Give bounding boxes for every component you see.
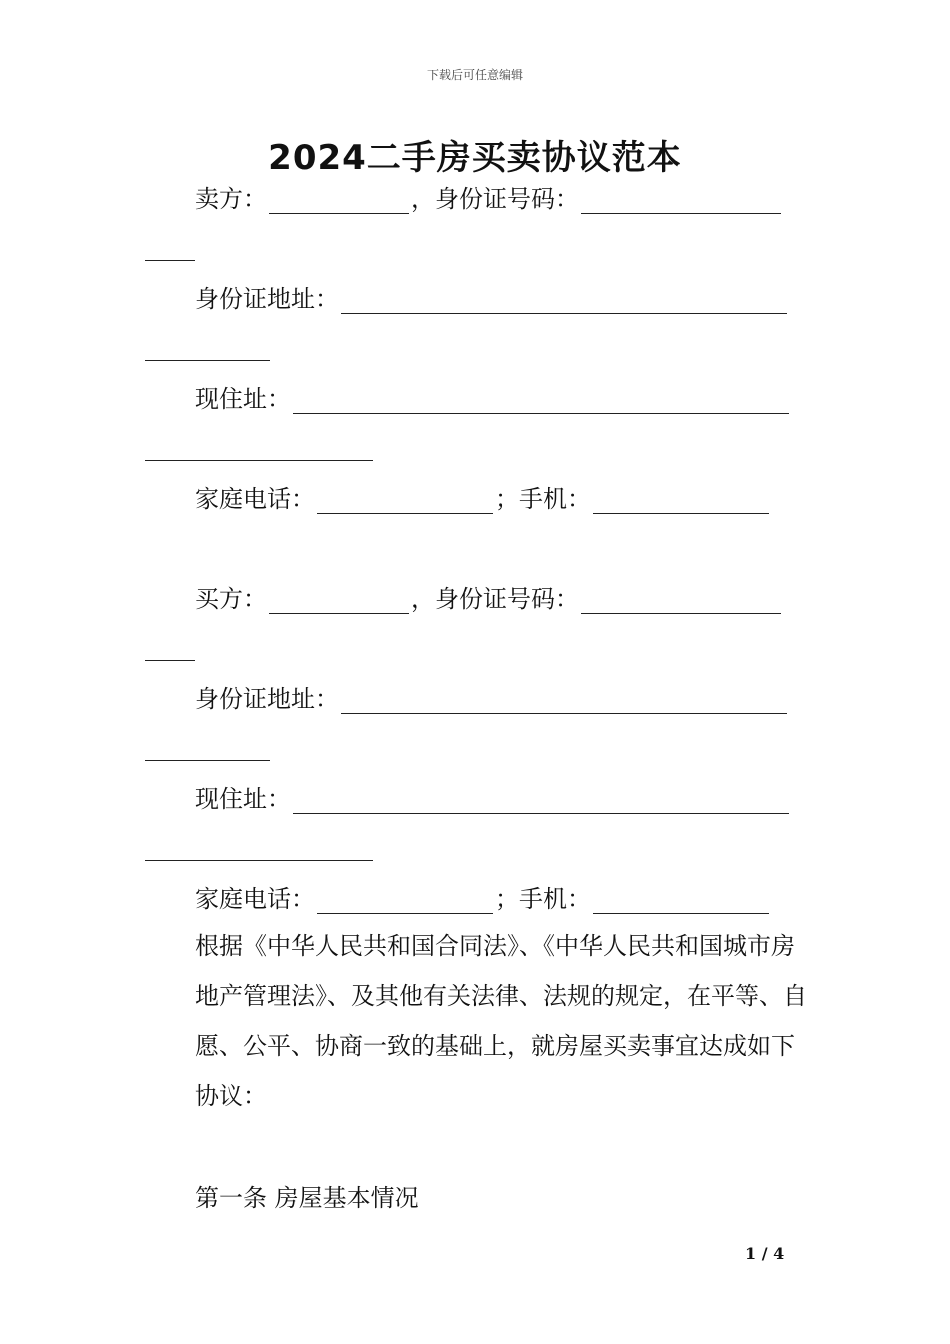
- buyer-name-field[interactable]: [269, 591, 409, 614]
- buyer-current-address-field[interactable]: [293, 791, 789, 814]
- seller-id-address-continuation[interactable]: [145, 360, 270, 361]
- seller-name-field[interactable]: [269, 191, 409, 214]
- buyer-id-address-continuation[interactable]: [145, 760, 270, 761]
- seller-id-field-continuation[interactable]: [145, 260, 195, 261]
- buyer-id-field[interactable]: [581, 591, 781, 614]
- page-number: 1 / 4: [745, 1244, 785, 1263]
- seller-label: 卖方：: [195, 185, 267, 213]
- buyer-mobile-field[interactable]: [593, 891, 769, 914]
- preamble-paragraph: [145, 921, 807, 1121]
- seller-current-address-line: [195, 382, 791, 414]
- seller-id-address-field[interactable]: [341, 291, 787, 314]
- seller-mobile-field[interactable]: [593, 491, 769, 514]
- section-1-heading: 第一条 房屋基本情况: [195, 1184, 419, 1212]
- buyer-id-label: ，身份证号码：: [411, 585, 579, 613]
- buyer-current-address-label: 现住址：: [195, 785, 291, 813]
- seller-id-address-label: 身份证地址：: [195, 285, 339, 313]
- buyer-id-field-continuation[interactable]: [145, 660, 195, 661]
- buyer-current-address-continuation[interactable]: [145, 860, 373, 861]
- buyer-home-phone-field[interactable]: [317, 891, 493, 914]
- buyer-mobile-label: ；手机：: [495, 885, 591, 913]
- buyer-current-address-line: [195, 782, 791, 814]
- seller-current-address-field[interactable]: [293, 391, 789, 414]
- document-title: 2024二手房买卖协议范本: [268, 138, 682, 178]
- seller-id-field[interactable]: [581, 191, 781, 214]
- buyer-phone-line: [195, 882, 771, 914]
- buyer-label: 买方：: [195, 585, 267, 613]
- seller-home-phone-field[interactable]: [317, 491, 493, 514]
- buyer-id-address-line: [195, 682, 789, 714]
- buyer-party-line: [195, 582, 783, 614]
- seller-party-line: [195, 182, 783, 214]
- buyer-home-phone-label: 家庭电话：: [195, 885, 315, 913]
- preamble-text: 根据《中华人民共和国合同法》、《中华人民共和国城市房地产管理法》、及其他有关法律、法规的规定，在平等、自愿、公平、协商一致的基础上，就房屋买卖事宜达成如下协议：: [195, 932, 807, 1110]
- seller-current-address-label: 现住址：: [195, 385, 291, 413]
- buyer-id-address-label: 身份证地址：: [195, 685, 339, 713]
- seller-mobile-label: ；手机：: [495, 485, 591, 513]
- seller-current-address-continuation[interactable]: [145, 460, 373, 461]
- seller-id-label: ，身份证号码：: [411, 185, 579, 213]
- seller-id-address-line: [195, 282, 789, 314]
- seller-phone-line: [195, 482, 771, 514]
- header-note: 下载后可任意编辑: [426, 68, 523, 82]
- buyer-id-address-field[interactable]: [341, 691, 787, 714]
- seller-home-phone-label: 家庭电话：: [195, 485, 315, 513]
